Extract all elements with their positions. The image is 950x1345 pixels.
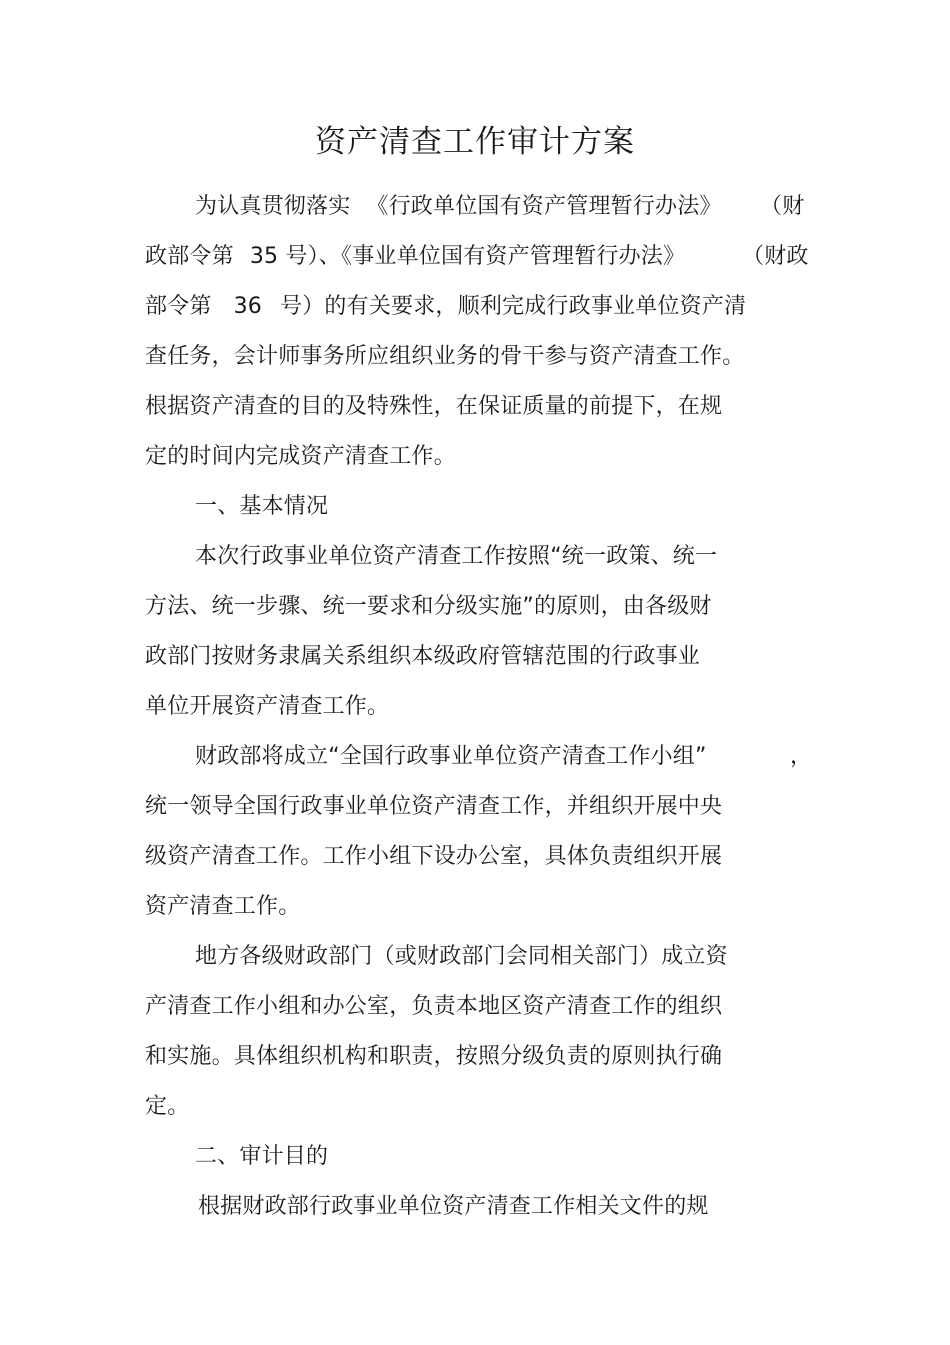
page-title: 资产清查工作审计方案	[315, 124, 635, 160]
paragraph-line: 级资产清查工作。工作小组下设办公室，具体负责组织开展	[145, 844, 723, 869]
section-heading: 二、审计目的	[195, 1144, 329, 1169]
line-text: 政部令第	[145, 244, 234, 269]
section-heading: 一、基本情况	[195, 494, 329, 519]
paragraph-line: 方法、统一步骤、统一要求和分级实施”的原则，由各级财	[145, 594, 712, 619]
line-text-mid: 36	[233, 294, 263, 319]
line-text-tail: 号）的有关要求，顺利完成行政事业单位资产清	[280, 294, 747, 319]
paragraph-line: 和实施。具体组织机构和职责，按照分级负责的原则执行确	[145, 1044, 723, 1069]
paragraph-line: 政部门按财务隶属关系组织本级政府管辖范围的行政事业	[145, 644, 701, 669]
paragraph-line: 本次行政事业单位资产清查工作按照“统一政策、统一	[195, 544, 718, 569]
paragraph-line: 单位开展资产清查工作。	[145, 694, 390, 719]
paragraph-line-end: （财	[760, 194, 805, 219]
paragraph-line: 根据财政部行政事业单位资产清查工作相关文件的规	[198, 1194, 709, 1219]
paragraph-line	[195, 192, 722, 222]
line-text: 部令第	[145, 294, 212, 319]
line-text: 为认真贯彻落实	[195, 194, 351, 219]
paragraph-line: 查任务，会计师事务所应组织业务的骨干参与资产清查工作。	[145, 344, 745, 369]
paragraph-line: 定的时间内完成资产清查工作。	[145, 444, 456, 469]
paragraph-line: 统一领导全国行政事业单位资产清查工作，并组织开展中央	[145, 794, 723, 819]
paragraph-line: 资产清查工作。	[145, 894, 301, 919]
paragraph-line: 财政部将成立“全国行政事业单位资产清查工作小组”	[195, 744, 707, 769]
paragraph-line: 产清查工作小组和办公室，负责本地区资产清查工作的组织	[145, 994, 723, 1019]
line-text-mid: 35 号）、《事业单位国有资产管理暂行办法》	[249, 244, 686, 269]
paragraph-line	[145, 292, 746, 322]
paragraph-line-end: （财政	[742, 244, 809, 269]
paragraph-line: 定。	[145, 1094, 190, 1119]
paragraph-line	[145, 242, 685, 272]
paragraph-line: 地方各级财政部门（或财政部门会同相关部门）成立资	[195, 944, 728, 969]
line-text-tail: 《行政单位国有资产管理暂行办法》	[366, 194, 722, 219]
paragraph-line: 根据资产清查的目的及特殊性，在保证质量的前提下，在规	[145, 394, 723, 419]
paragraph-line-end: ，	[790, 744, 813, 769]
